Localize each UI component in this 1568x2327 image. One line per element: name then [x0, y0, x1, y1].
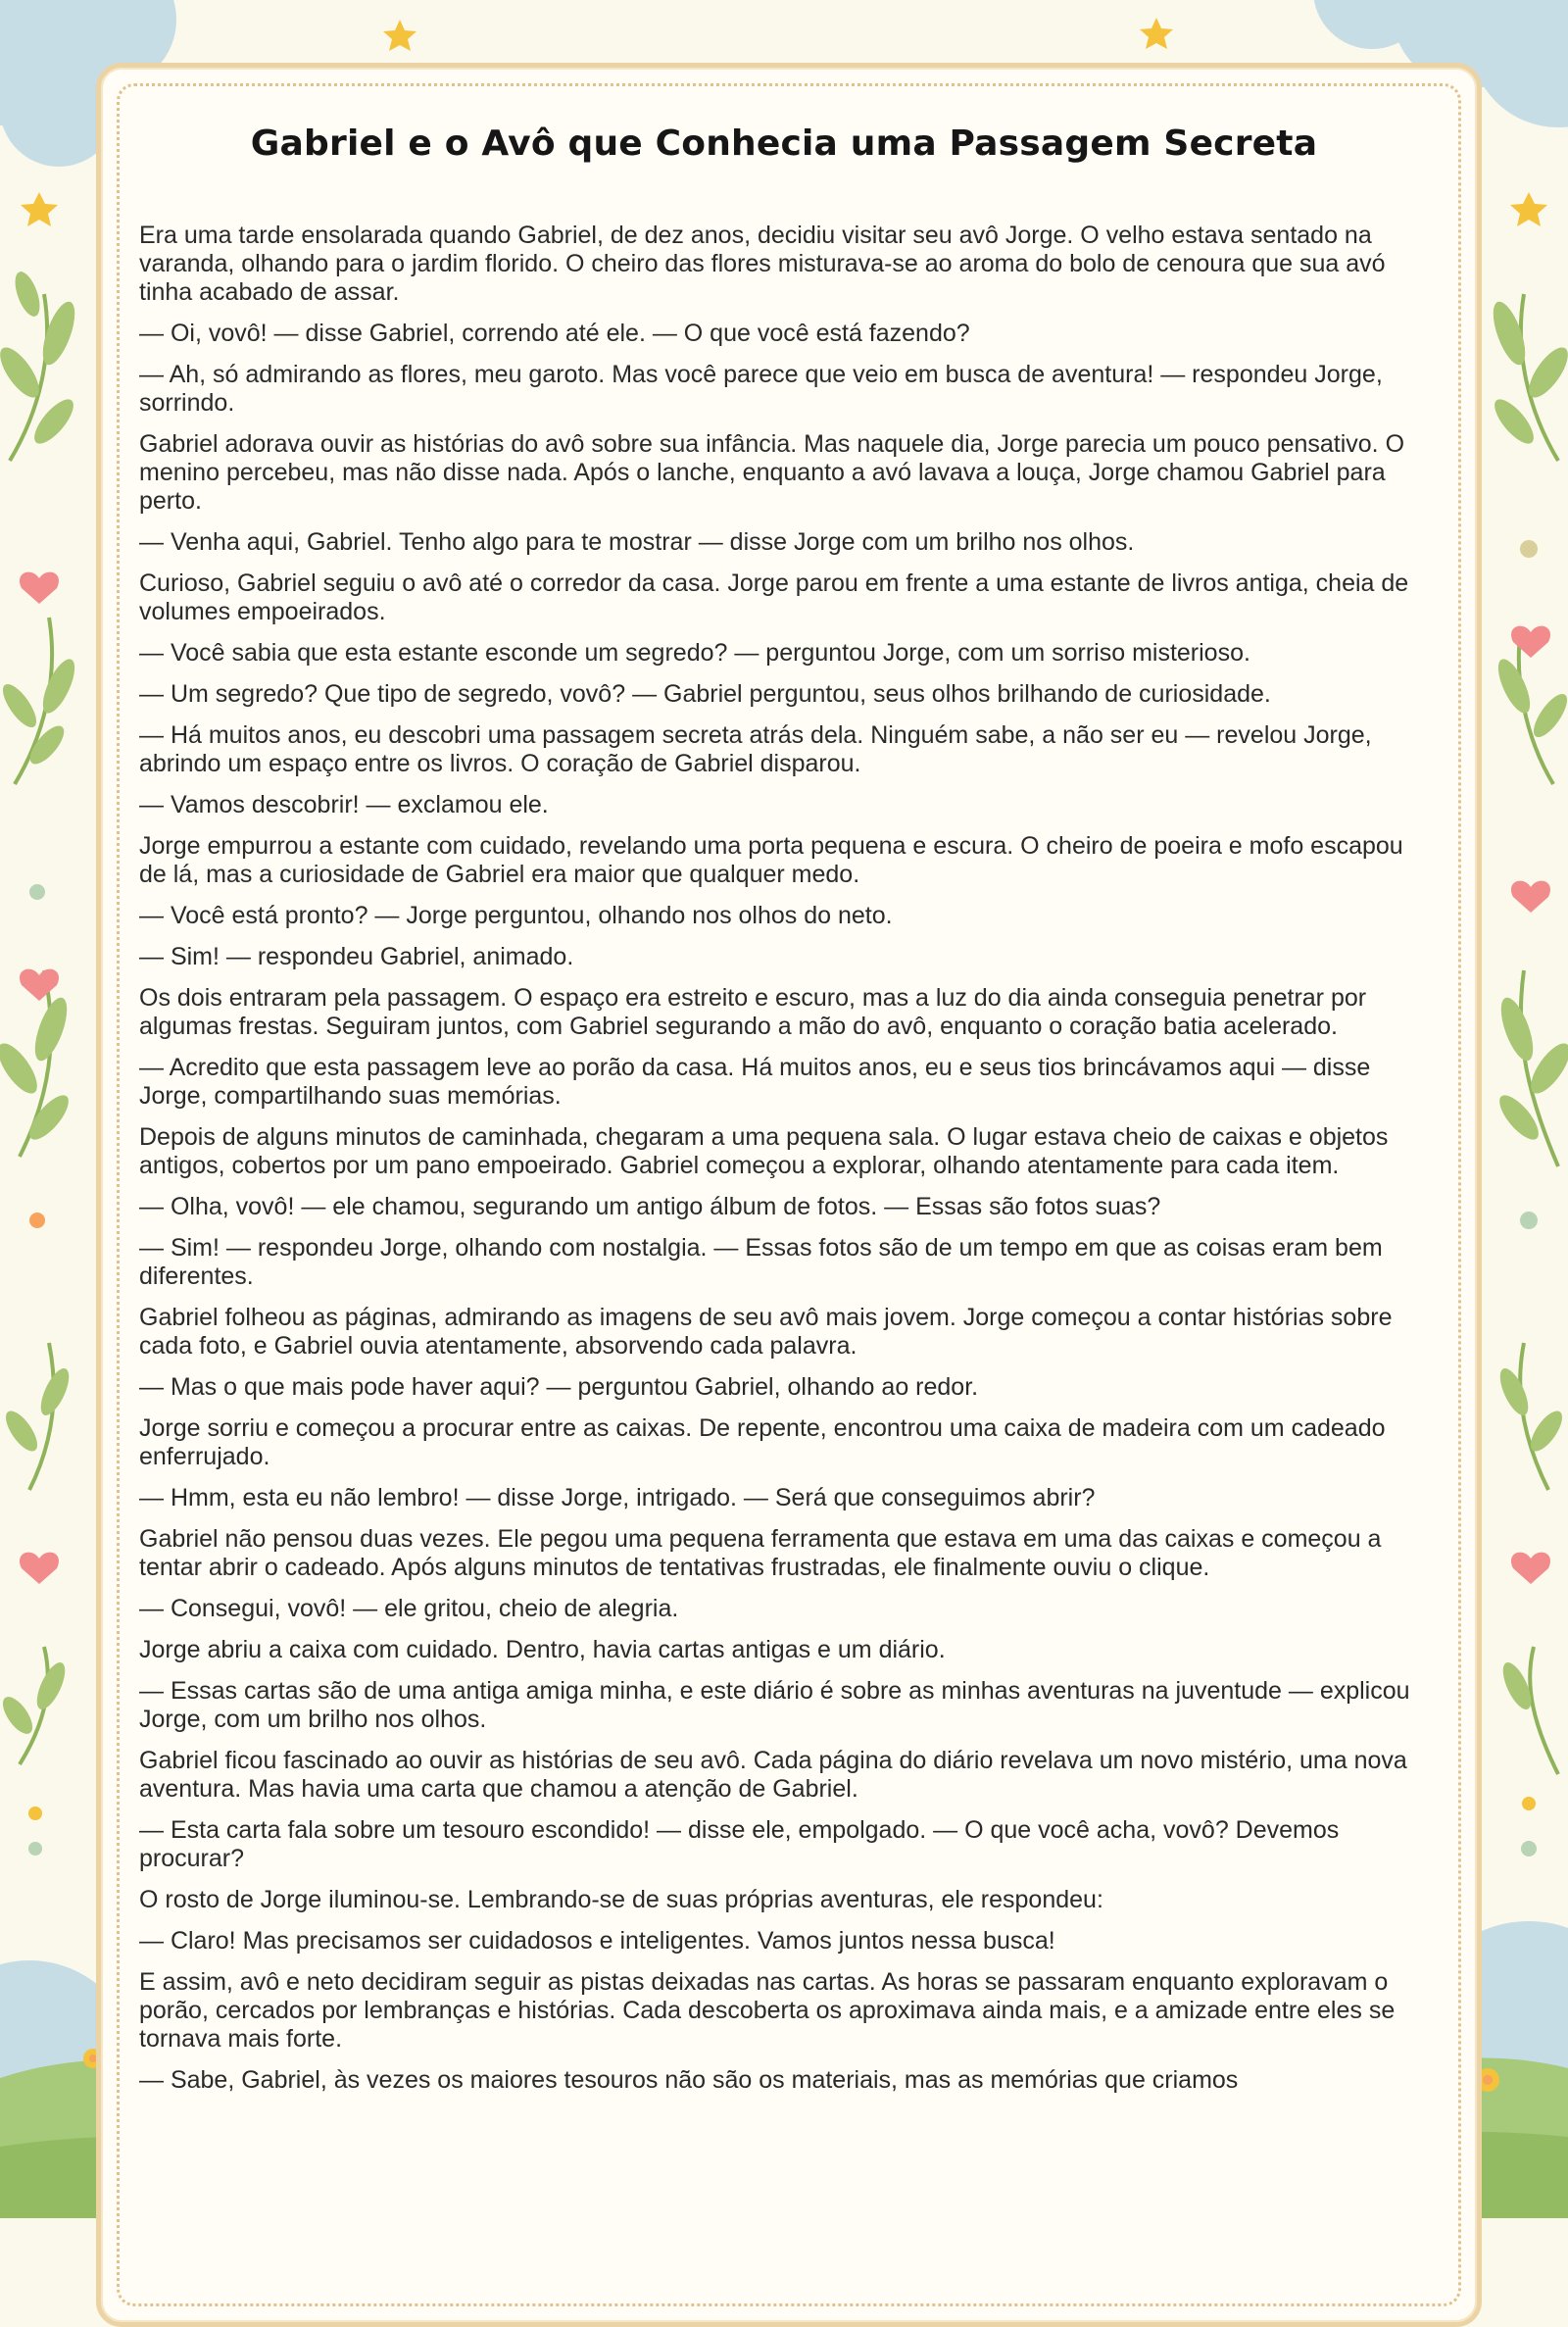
- dot-icon: [1522, 1797, 1536, 1810]
- leaf-sprig-icon: [1494, 1364, 1534, 1419]
- story-paragraph: — Sim! — respondeu Jorge, olhando com nostalgia. — Essas fotos são de um tempo em que as coisas eram bem diferentes.: [139, 1234, 1383, 1290]
- star-icon: [383, 20, 416, 51]
- star-icon: [1510, 192, 1547, 226]
- story-paragraph: — Essas cartas são de uma antiga amiga minha, e este diário é sobre as minhas aventuras na juventude — explicou Jorge, com um brilho nos olhos.: [139, 1677, 1410, 1733]
- leaf-sprig-icon: [31, 1659, 71, 1713]
- story-paragraph: Jorge empurrou a estante com cuidado, revelando uma porta pequena e escura. O cheiro de poeira e mofo escapou de lá, mas a curiosidade de Gabriel era maior que qualquer medo.: [139, 832, 1403, 888]
- story-paragraph: — Oi, vovô! — disse Gabriel, correndo até ele. — O que você está fazendo?: [139, 320, 970, 347]
- star-icon: [1140, 18, 1173, 49]
- dot-icon: [1520, 540, 1538, 558]
- story-paragraph: Jorge abriu a caixa com cuidado. Dentro, havia cartas antigas e um diário.: [139, 1636, 946, 1663]
- story-paragraph: Era uma tarde ensolarada quando Gabriel, de dez anos, decidiu visitar seu avô Jorge. O velho estava sentado na varanda, olhando para o jardim florido. O cheiro das flores misturava-se ao aroma do bolo de cenoura que sua avó tinha acabado de assar.: [139, 222, 1386, 306]
- story-paragraph: Gabriel ficou fascinado ao ouvir as histórias de seu avô. Cada página do diário revelava um novo mistério, uma nova aventura. Mas havia uma carta que chamou a atenção de Gabriel.: [139, 1747, 1407, 1803]
- story-paragraph: — Esta carta fala sobre um tesouro escondido! — disse ele, empolgado. — O que você acha, vovô? Devemos procurar?: [139, 1816, 1340, 1872]
- leaf-sprig-icon: [1494, 994, 1540, 1064]
- story-paragraph: Depois de alguns minutos de caminhada, chegaram a uma pequena sala. O lugar estava cheio de caixas e objetos antigos, cobertos por um pano empoeirado. Gabriel começou a explorar, olhando atentamente para cada item.: [139, 1123, 1389, 1179]
- story-paragraph: — Olha, vovô! — ele chamou, segurando um antigo álbum de fotos. — Essas são fotos suas?: [139, 1193, 1161, 1220]
- dot-icon: [28, 1807, 42, 1820]
- story-paragraph: Jorge sorriu e começou a procurar entre as caixas. De repente, encontrou uma caixa de madeira com um cadeado enferrujado.: [139, 1414, 1386, 1470]
- story-paragraph: — Mas o que mais pode haver aqui? — perguntou Gabriel, olhando ao redor.: [139, 1373, 979, 1401]
- story-body: [139, 222, 1429, 2107]
- story-paragraph: — Venha aqui, Gabriel. Tenho algo para te mostrar — disse Jorge com um brilho nos olhos.: [139, 528, 1135, 556]
- leaf-sprig-icon: [36, 655, 80, 718]
- story-paragraph: E assim, avô e neto decidiram seguir as pistas deixadas nas cartas. As horas se passaram enquanto exploravam o porão, cercados por lembranças e histórias. Cada descoberta os aproximava ainda mais, e a amizade entre eles se tornava mais forte.: [139, 1968, 1396, 2053]
- leaf-sprig-icon: [1487, 298, 1532, 369]
- heart-icon: [20, 1553, 59, 1584]
- dot-icon: [1521, 1841, 1537, 1857]
- story-paragraph: — Acredito que esta passagem leve ao porão da casa. Há muitos anos, eu e seus tios brincávamos aqui — disse Jorge, compartilhando suas memórias.: [139, 1054, 1371, 1110]
- story-paragraph: — Você está pronto? — Jorge perguntou, olhando nos olhos do neto.: [139, 902, 893, 929]
- story-paragraph: — Ah, só admirando as flores, meu garoto. Mas você parece que veio em busca de aventura! — respondeu Jorge, sorrindo.: [139, 361, 1383, 417]
- dot-icon: [28, 1842, 42, 1856]
- heart-icon: [1511, 1553, 1550, 1584]
- story-paragraph: — Sim! — respondeu Gabriel, animado.: [139, 943, 574, 970]
- story-paragraph: — Há muitos anos, eu descobri uma passagem secreta atrás dela. Ninguém sabe, a não ser eu — revelou Jorge, abrindo um espaço entre os livros. O coração de Gabriel disparou.: [139, 721, 1372, 777]
- leaf-sprig-icon: [1492, 655, 1536, 718]
- leaf-sprig-icon: [36, 298, 81, 369]
- dot-icon: [29, 884, 45, 900]
- heart-icon: [20, 572, 59, 604]
- story-paragraph: — Vamos descobrir! — exclamou ele.: [139, 791, 549, 818]
- story-paragraph: — Consegui, vovô! — ele gritou, cheio de alegria.: [139, 1595, 679, 1622]
- story-paragraph: Gabriel não pensou duas vezes. Ele pegou uma pequena ferramenta que estava em uma das caixas e começou a tentar abrir o cadeado. Após alguns minutos de tentativas frustradas, ele finalmente ouviu o clique.: [139, 1525, 1382, 1581]
- story-paragraph: Curioso, Gabriel seguiu o avô até o corredor da casa. Jorge parou em frente a uma estante de livros antiga, cheia de volumes empoeirados.: [139, 569, 1409, 625]
- story-paragraph: Os dois entraram pela passagem. O espaço era estreito e escuro, mas a luz do dia ainda conseguia penetrar por algumas frestas. Seguiram juntos, com Gabriel segurando a mão do avô, enquanto o coração batia acelerado.: [139, 984, 1367, 1040]
- story-paragraph: — Claro! Mas precisamos ser cuidadosos e inteligentes. Vamos juntos nessa busca!: [139, 1927, 1055, 1955]
- story-paragraph: — Um segredo? Que tipo de segredo, vovô? — Gabriel perguntou, seus olhos brilhando de curiosidade.: [139, 680, 1271, 708]
- story-paragraph: — Você sabia que esta estante esconde um segredo? — perguntou Jorge, com um sorriso misterioso.: [139, 639, 1250, 667]
- story-paragraph: — Sabe, Gabriel, às vezes os maiores tesouros não são os materiais, mas as memórias que criamos: [139, 2066, 1239, 2094]
- story-title: Gabriel e o Avô que Conhecia uma Passagem Secreta: [250, 124, 1318, 164]
- dot-icon: [29, 1213, 45, 1228]
- heart-icon: [1511, 881, 1550, 913]
- story-paragraph: O rosto de Jorge iluminou-se. Lembrando-se de suas próprias aventuras, ele respondeu:: [139, 1886, 1103, 1913]
- story-paragraph: Gabriel adorava ouvir as histórias do avô sobre sua infância. Mas naquele dia, Jorge parecia um pouco pensativo. O menino percebeu, mas não disse nada. Após o lanche, enquanto a avó lavava a louça, Jorge chamou Gabriel para perto.: [139, 430, 1405, 515]
- story-paragraph: Gabriel folheou as páginas, admirando as imagens de seu avô mais jovem. Jorge começou a contar histórias sobre cada foto, e Gabriel ouvia atentamente, absorvendo cada palavra.: [139, 1304, 1393, 1360]
- story-paragraph: — Hmm, esta eu não lembro! — disse Jorge, intrigado. — Será que conseguimos abrir?: [139, 1484, 1096, 1511]
- heart-icon: [20, 969, 59, 1001]
- star-icon: [21, 192, 58, 226]
- dot-icon: [1520, 1212, 1538, 1229]
